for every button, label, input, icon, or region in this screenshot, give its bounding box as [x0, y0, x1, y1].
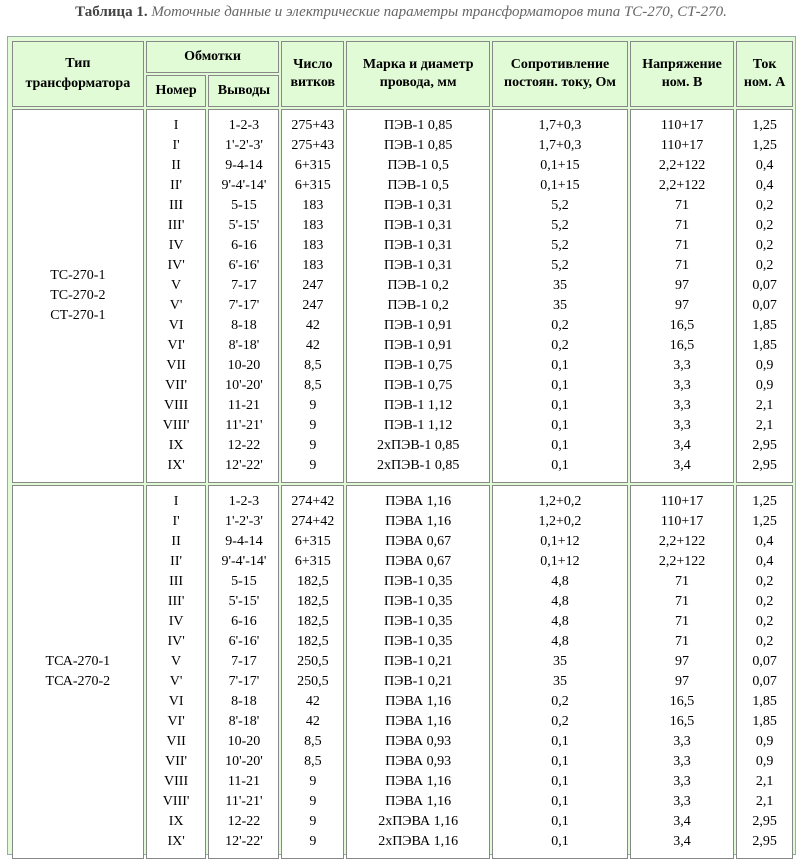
resistance-cell: 0,1: [551, 734, 569, 749]
winding-number-cell: VIII': [162, 418, 190, 433]
turns-cell: 8,5: [304, 734, 322, 749]
voltage-cell: 71: [675, 218, 690, 233]
voltage-cell: 3,4: [673, 458, 691, 473]
resistance-cell: 35: [552, 654, 567, 669]
voltage-cell: 3,3: [673, 774, 691, 789]
turns-cell: 9: [309, 458, 317, 473]
winding-number-cell: II': [170, 178, 183, 193]
turns-cell: 9: [309, 438, 317, 453]
winding-number-cell: V: [171, 654, 182, 669]
transformer-type: ТСА-270-1: [45, 654, 111, 669]
wire-cell: ПЭВ-1 0,85: [383, 138, 453, 153]
turns-cell: 250,5: [297, 654, 329, 669]
transformer-type: ТСА-270-2: [45, 674, 111, 689]
voltage-cell: 97: [675, 298, 690, 313]
resistance-cell: 1,7+0,3: [538, 138, 582, 153]
winding-number-cell: III': [167, 218, 185, 233]
wire-cell: ПЭВА 0,67: [385, 554, 452, 569]
current-cell: 0,2: [755, 198, 774, 213]
current-cell: 1,85: [752, 694, 777, 709]
current-cell: 1,85: [752, 338, 777, 353]
resistance-cell: 0,1: [551, 418, 569, 433]
wire-cell: ПЭВ-1 0,21: [383, 674, 453, 689]
turns-cell: 6+315: [294, 534, 331, 549]
winding-number-cell: II': [170, 554, 183, 569]
voltage-cell: 71: [675, 258, 690, 273]
wire-cell: ПЭВ-1 1,12: [383, 418, 453, 433]
voltage-cell: 97: [675, 674, 690, 689]
turns-cell: 182,5: [297, 614, 329, 629]
terminals-cell: 8'-18': [228, 338, 260, 353]
voltage-cell: 97: [675, 278, 690, 293]
resistance-cell: 0,1: [551, 754, 569, 769]
winding-number-cell: VII: [166, 358, 186, 373]
terminals-cell: 6'-16': [228, 258, 260, 273]
resistance-cell: 0,1: [551, 398, 569, 413]
resistance-cell: 0,1: [551, 378, 569, 393]
voltage-cell: 110+17: [660, 138, 704, 153]
header-voltage: Напряжение ном. В: [630, 41, 734, 107]
resistance-cell: 5,2: [551, 198, 569, 213]
wire-column: [346, 109, 490, 483]
resistance-cell: 0,1: [551, 794, 569, 809]
terminals-cell: 5-15: [231, 574, 257, 589]
voltage-cell: 16,5: [669, 338, 695, 353]
resistance-cell: 0,1: [551, 458, 569, 473]
voltage-cell: 110+17: [660, 118, 704, 133]
resistance-cell: 0,1+12: [540, 554, 580, 569]
winding-number-cell: IV: [168, 614, 184, 629]
wire-cell: ПЭВА 0,67: [385, 534, 452, 549]
current-cell: 0,2: [755, 614, 774, 629]
terminals-cell: 9-4-14: [225, 158, 263, 173]
winding-number-cell: III: [169, 198, 184, 213]
voltage-cell: 3,3: [673, 398, 691, 413]
turns-cell: 247: [302, 278, 324, 293]
terminals-cell: 6-16: [231, 238, 257, 253]
wire-cell: ПЭВА 1,16: [385, 494, 452, 509]
terminals-cell: 12-22: [227, 438, 261, 453]
winding-number-cell: I: [173, 494, 179, 509]
terminals-cell: 7'-17': [228, 674, 260, 689]
winding-number-cell: II: [171, 534, 181, 549]
voltage-cell: 110+17: [660, 494, 704, 509]
voltage-cell: 3,4: [673, 438, 691, 453]
winding-number-cell: VI': [167, 338, 185, 353]
resistance-cell: 1,2+0,2: [538, 514, 582, 529]
wire-cell: ПЭВ-1 0,35: [383, 574, 453, 589]
current-cell: 1,25: [752, 494, 777, 509]
terminals-column: [208, 485, 279, 859]
turns-cell: 9: [309, 418, 317, 433]
turns-cell: 182,5: [297, 634, 329, 649]
voltage-column: [630, 109, 734, 483]
turns-cell: 247: [302, 298, 324, 313]
resistance-cell: 5,2: [551, 218, 569, 233]
winding-number-cell: I: [173, 118, 179, 133]
transformer-type: СТ-270-1: [50, 308, 106, 323]
wire-cell: ПЭВ-1 0,31: [383, 218, 453, 233]
terminals-cell: 6-16: [231, 614, 257, 629]
winding-number-cell: IV': [167, 258, 185, 273]
resistance-cell: 4,8: [551, 594, 569, 609]
voltage-cell: 71: [675, 238, 690, 253]
terminals-cell: 6'-16': [228, 634, 260, 649]
wire-cell: ПЭВ-1 0,5: [387, 178, 449, 193]
voltage-cell: 3,3: [673, 358, 691, 373]
winding-number-cell: VI': [167, 714, 185, 729]
caption-text: Моточные данные и электрические параметры трансформаторов типа ТС-270, СТ-270.: [151, 4, 727, 20]
wire-cell: 2хПЭВ-1 0,85: [376, 438, 460, 453]
resistance-column: [492, 109, 628, 483]
wire-cell: ПЭВ-1 0,85: [383, 118, 453, 133]
voltage-cell: 3,4: [673, 814, 691, 829]
current-cell: 0,07: [752, 278, 777, 293]
resistance-cell: 0,2: [551, 714, 569, 729]
voltage-cell: 3,3: [673, 734, 691, 749]
current-cell: 0,2: [755, 238, 774, 253]
resistance-cell: 0,2: [551, 318, 569, 333]
wire-cell: ПЭВА 1,16: [385, 514, 452, 529]
current-cell: 1,85: [752, 318, 777, 333]
terminals-cell: 12'-22': [225, 458, 263, 473]
current-cell: 1,25: [752, 118, 777, 133]
voltage-cell: 3,4: [673, 834, 691, 849]
winding-number-cell: VII: [166, 734, 186, 749]
wire-cell: ПЭВА 1,16: [385, 694, 452, 709]
terminals-cell: 11-21: [227, 774, 261, 789]
terminals-cell: 5-15: [231, 198, 257, 213]
transformer-type: ТС-270-1: [50, 268, 106, 283]
resistance-cell: 0,1+12: [540, 534, 580, 549]
voltage-cell: 3,3: [673, 794, 691, 809]
current-cell: 2,95: [752, 438, 777, 453]
turns-cell: 9: [309, 398, 317, 413]
wire-cell: ПЭВ-1 0,2: [387, 298, 449, 313]
header-wire: Марка и диаметр провода, мм: [346, 41, 490, 107]
wire-cell: ПЭВ-1 0,75: [383, 358, 453, 373]
voltage-cell: 97: [675, 654, 690, 669]
winding-number-cell: VI: [168, 318, 184, 333]
terminals-cell: 9'-4'-14': [221, 178, 267, 193]
current-cell: 1,25: [752, 514, 777, 529]
wire-cell: ПЭВА 1,16: [385, 714, 452, 729]
terminals-cell: 11-21: [227, 398, 261, 413]
wire-cell: 2хПЭВА 1,16: [378, 814, 459, 829]
terminals-cell: 1-2-3: [228, 118, 260, 133]
wire-cell: ПЭВ-1 0,31: [383, 238, 453, 253]
turns-cell: 8,5: [304, 358, 322, 373]
winding-number-cell: IX': [167, 834, 185, 849]
transformer-types-cell: [12, 109, 144, 483]
turns-cell: 183: [302, 258, 324, 273]
current-cell: 0,2: [755, 594, 774, 609]
current-cell: 0,4: [755, 534, 774, 549]
wire-cell: ПЭВ-1 0,35: [383, 634, 453, 649]
voltage-cell: 2,2+122: [658, 534, 706, 549]
resistance-cell: 0,1: [551, 358, 569, 373]
voltage-cell: 71: [675, 594, 690, 609]
transformer-types-cell: [12, 485, 144, 859]
current-cell: 0,2: [755, 634, 774, 649]
terminals-cell: 10-20: [227, 358, 261, 373]
turns-cell: 274+42: [291, 514, 335, 529]
wire-cell: ПЭВА 1,16: [385, 774, 452, 789]
current-cell: 2,95: [752, 834, 777, 849]
resistance-cell: 0,2: [551, 694, 569, 709]
resistance-column: [492, 485, 628, 859]
current-column: [736, 485, 793, 859]
voltage-cell: 2,2+122: [658, 158, 706, 173]
voltage-cell: 16,5: [669, 318, 695, 333]
turns-column: [281, 485, 344, 859]
terminals-cell: 8-18: [231, 694, 257, 709]
turns-cell: 9: [309, 834, 317, 849]
resistance-cell: 1,2+0,2: [538, 494, 582, 509]
turns-cell: 8,5: [304, 754, 322, 769]
turns-cell: 42: [305, 338, 320, 353]
current-cell: 0,4: [755, 554, 774, 569]
resistance-cell: 35: [552, 278, 567, 293]
transformer-table: [10, 39, 795, 861]
winding-number-cell: III': [167, 594, 185, 609]
resistance-cell: 35: [552, 674, 567, 689]
turns-cell: 275+43: [291, 138, 335, 153]
turns-cell: 182,5: [297, 574, 329, 589]
turns-cell: 8,5: [304, 378, 322, 393]
turns-cell: 6+315: [294, 158, 331, 173]
winding-number-cell: III: [169, 574, 184, 589]
turns-cell: 183: [302, 238, 324, 253]
current-cell: 2,95: [752, 458, 777, 473]
voltage-cell: 71: [675, 574, 690, 589]
terminals-cell: 1'-2'-3': [224, 514, 263, 529]
resistance-cell: 35: [552, 298, 567, 313]
terminals-cell: 10'-20': [225, 754, 263, 769]
winding-number-cell: IV': [167, 634, 185, 649]
turns-cell: 250,5: [297, 674, 329, 689]
turns-column: [281, 109, 344, 483]
wire-cell: ПЭВ-1 0,75: [383, 378, 453, 393]
header-type: Тип трансформатора: [12, 41, 144, 107]
resistance-cell: 0,1: [551, 814, 569, 829]
winding-number-cell: IV: [168, 238, 184, 253]
turns-cell: 275+43: [291, 118, 335, 133]
winding-number-cell: V': [169, 298, 183, 313]
terminals-cell: 12'-22': [225, 834, 263, 849]
wire-cell: ПЭВ-1 0,35: [383, 614, 453, 629]
winding-number-cell: V: [171, 278, 182, 293]
voltage-cell: 71: [675, 614, 690, 629]
terminals-cell: 9-4-14: [225, 534, 263, 549]
voltage-cell: 110+17: [660, 514, 704, 529]
winding-number-column: [146, 109, 207, 483]
turns-cell: 42: [305, 318, 320, 333]
terminals-cell: 5'-15': [228, 218, 260, 233]
wire-cell: ПЭВА 0,93: [385, 734, 452, 749]
winding-number-cell: VII': [165, 754, 188, 769]
current-column: [736, 109, 793, 483]
terminals-cell: 10-20: [227, 734, 261, 749]
turns-cell: 182,5: [297, 594, 329, 609]
terminals-cell: 1'-2'-3': [224, 138, 263, 153]
current-cell: 0,07: [752, 298, 777, 313]
resistance-cell: 5,2: [551, 258, 569, 273]
current-cell: 0,4: [755, 158, 774, 173]
wire-cell: ПЭВ-1 0,35: [383, 594, 453, 609]
voltage-cell: 16,5: [669, 694, 695, 709]
terminals-cell: 11'-21': [225, 794, 263, 809]
winding-number-cell: IX: [168, 814, 184, 829]
wire-cell: ПЭВ-1 0,31: [383, 258, 453, 273]
resistance-cell: 0,1+15: [540, 158, 580, 173]
transformer-group: [12, 485, 793, 859]
table-body: [12, 109, 793, 859]
terminals-cell: 8-18: [231, 318, 257, 333]
terminals-cell: 8'-18': [228, 714, 260, 729]
current-cell: 2,1: [755, 794, 774, 809]
winding-number-cell: I': [172, 138, 180, 153]
voltage-cell: 71: [675, 198, 690, 213]
wire-cell: ПЭВА 1,16: [385, 794, 452, 809]
terminals-cell: 7-17: [231, 278, 257, 293]
resistance-cell: 0,1: [551, 834, 569, 849]
current-cell: 0,9: [755, 734, 774, 749]
current-cell: 0,9: [755, 754, 774, 769]
current-cell: 0,4: [755, 178, 774, 193]
header-windings: Обмотки: [146, 41, 280, 73]
winding-number-column: [146, 485, 207, 859]
winding-number-cell: V': [169, 674, 183, 689]
voltage-cell: 3,3: [673, 754, 691, 769]
transformer-group: [12, 109, 793, 483]
resistance-cell: 1,7+0,3: [538, 118, 582, 133]
turns-cell: 42: [305, 714, 320, 729]
wire-column: [346, 485, 490, 859]
current-cell: 0,2: [755, 218, 774, 233]
caption-label: Таблица 1.: [75, 4, 148, 20]
terminals-cell: 1-2-3: [228, 494, 260, 509]
turns-cell: 42: [305, 694, 320, 709]
wire-cell: ПЭВ-1 0,31: [383, 198, 453, 213]
resistance-cell: 0,1: [551, 438, 569, 453]
turns-cell: 6+315: [294, 178, 331, 193]
terminals-column: [208, 109, 279, 483]
current-cell: 2,95: [752, 814, 777, 829]
current-cell: 0,2: [755, 574, 774, 589]
current-cell: 1,85: [752, 714, 777, 729]
turns-cell: 274+42: [291, 494, 335, 509]
voltage-cell: 3,3: [673, 418, 691, 433]
terminals-cell: 7-17: [231, 654, 257, 669]
wire-cell: ПЭВ-1 0,21: [383, 654, 453, 669]
current-cell: 2,1: [755, 418, 774, 433]
voltage-column: [630, 485, 734, 859]
wire-cell: ПЭВ-1 1,12: [383, 398, 453, 413]
turns-cell: 9: [309, 774, 317, 789]
turns-cell: 6+315: [294, 554, 331, 569]
terminals-cell: 10'-20': [225, 378, 263, 393]
wire-cell: ПЭВА 0,93: [385, 754, 452, 769]
transformer-type: ТС-270-2: [50, 288, 106, 303]
current-cell: 0,9: [755, 358, 774, 373]
terminals-cell: 11'-21': [225, 418, 263, 433]
transformer-table-frame: [7, 36, 796, 855]
voltage-cell: 3,3: [673, 378, 691, 393]
voltage-cell: 71: [675, 634, 690, 649]
voltage-cell: 2,2+122: [658, 554, 706, 569]
winding-number-cell: VII': [165, 378, 188, 393]
current-cell: 2,1: [755, 774, 774, 789]
winding-number-cell: II: [171, 158, 181, 173]
resistance-cell: 0,1: [551, 774, 569, 789]
voltage-cell: 2,2+122: [658, 178, 706, 193]
winding-number-cell: VIII: [164, 774, 189, 789]
resistance-cell: 5,2: [551, 238, 569, 253]
winding-number-cell: IX': [167, 458, 185, 473]
turns-cell: 9: [309, 794, 317, 809]
current-cell: 0,2: [755, 258, 774, 273]
table-caption: [0, 0, 802, 30]
winding-number-cell: IX: [168, 438, 184, 453]
current-cell: 0,9: [755, 378, 774, 393]
resistance-cell: 4,8: [551, 634, 569, 649]
wire-cell: 2хПЭВА 1,16: [378, 834, 459, 849]
wire-cell: ПЭВ-1 0,5: [387, 158, 449, 173]
winding-number-cell: VIII': [162, 794, 190, 809]
winding-number-cell: VIII: [164, 398, 189, 413]
resistance-cell: 0,2: [551, 338, 569, 353]
turns-cell: 183: [302, 198, 324, 213]
current-cell: 0,07: [752, 654, 777, 669]
resistance-cell: 4,8: [551, 574, 569, 589]
header-terminals: Выводы: [208, 75, 279, 107]
header-resistance: Сопротивление постоян. току, Ом: [492, 41, 628, 107]
voltage-cell: 16,5: [669, 714, 695, 729]
current-cell: 2,1: [755, 398, 774, 413]
header-number: Номер: [146, 75, 207, 107]
wire-cell: ПЭВ-1 0,2: [387, 278, 449, 293]
winding-number-cell: I': [172, 514, 180, 529]
terminals-cell: 12-22: [227, 814, 261, 829]
terminals-cell: 5'-15': [228, 594, 260, 609]
header-current: Ток ном. А: [736, 41, 793, 107]
turns-cell: 183: [302, 218, 324, 233]
turns-cell: 9: [309, 814, 317, 829]
current-cell: 1,25: [752, 138, 777, 153]
terminals-cell: 7'-17': [228, 298, 260, 313]
terminals-cell: 9'-4'-14': [221, 554, 267, 569]
wire-cell: 2хПЭВ-1 0,85: [376, 458, 460, 473]
wire-cell: ПЭВ-1 0,91: [383, 318, 453, 333]
resistance-cell: 0,1+15: [540, 178, 580, 193]
wire-cell: ПЭВ-1 0,91: [383, 338, 453, 353]
header-turns: Число витков: [281, 41, 344, 107]
resistance-cell: 4,8: [551, 614, 569, 629]
winding-number-cell: VI: [168, 694, 184, 709]
current-cell: 0,07: [752, 674, 777, 689]
